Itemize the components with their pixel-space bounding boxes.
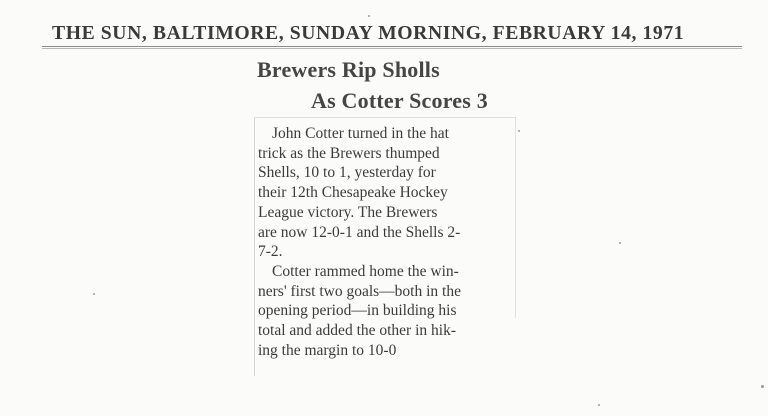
article-body bbox=[258, 124, 516, 360]
paper-speck bbox=[619, 242, 621, 244]
article-line: 7-2. bbox=[258, 243, 283, 261]
article-line: League victory. The Brewers bbox=[258, 203, 438, 221]
article-line: ing the margin to 10-0 bbox=[258, 341, 397, 359]
article-line: John Cotter turned in the hat bbox=[272, 125, 449, 142]
article-line: trick as the Brewers thumped bbox=[258, 144, 440, 162]
headline-line-1: Brewers Rip Sholls bbox=[257, 57, 440, 82]
clipping-edge-top bbox=[254, 117, 516, 118]
masthead-dateline: THE SUN, BALTIMORE, SUNDAY MORNING, FEBRUARY 14, 1971 bbox=[52, 22, 685, 44]
masthead-rule-secondary bbox=[42, 48, 742, 49]
paper-speck bbox=[598, 404, 600, 406]
clipping-edge-left bbox=[254, 118, 255, 376]
masthead-rule bbox=[42, 46, 742, 47]
article-line: ners' first two goals—both in the bbox=[258, 282, 461, 300]
paper-speck bbox=[93, 293, 95, 295]
article-line: Shells, 10 to 1, yesterday for bbox=[258, 164, 436, 182]
article-line: Cotter rammed home the win- bbox=[272, 262, 459, 280]
article-line: total and added the other in hik- bbox=[258, 322, 456, 340]
paper-speck bbox=[368, 15, 370, 17]
article-line: are now 12-0-1 and the Shells 2- bbox=[258, 223, 461, 241]
article-line: their 12th Chesapeake Hockey bbox=[258, 184, 448, 202]
paper-speck bbox=[518, 130, 520, 132]
article-line: opening period—in building his bbox=[258, 302, 457, 320]
paper-speck bbox=[761, 385, 764, 388]
headline-line-2: As Cotter Scores 3 bbox=[311, 88, 488, 113]
